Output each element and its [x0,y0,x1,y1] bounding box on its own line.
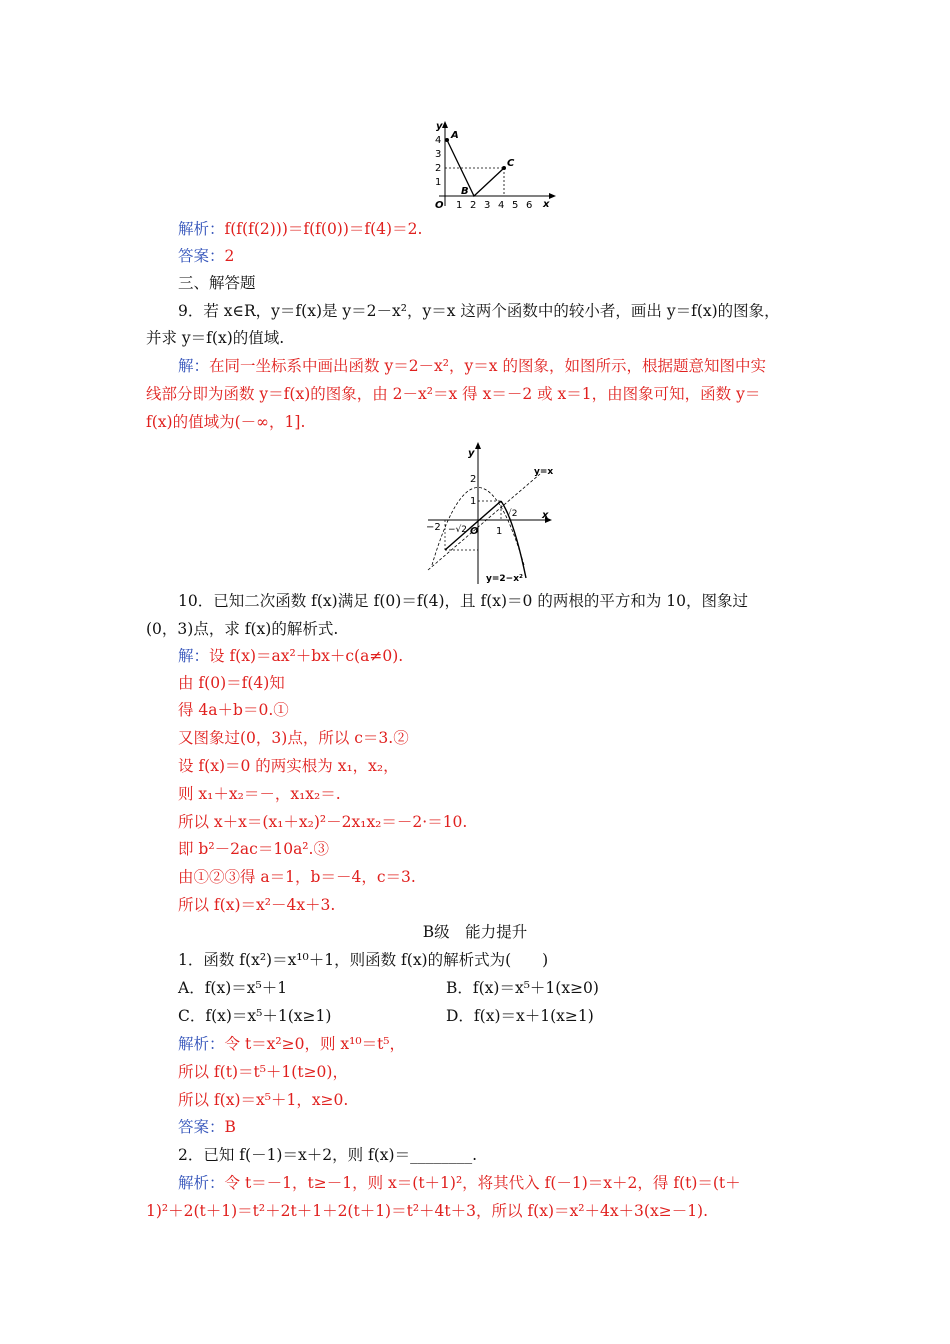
piecewise-segments [447,140,504,196]
prob9-solution-line3: f(x)的值域为(－∞，1]. [146,413,306,431]
probB2-solution-line1 [178,1172,741,1194]
point-c [502,166,506,170]
piecewise-graph-figure [425,118,560,213]
y-tick-1: 1 [470,496,477,507]
point-a [445,138,449,142]
prob9-question-line2: 并求 y＝f(x)的值域. [146,329,285,347]
x-tick: 1 [456,200,463,211]
prob10-question-line2: (0，3)点，求 f(x)的解析式. [146,620,339,638]
probB2-solution-line2: 1)²＋2(t＋1)＝t²＋2t＋1＋2(t＋1)＝t²＋4t＋3，所以 f(x)＝x²＋4x＋3(x≥－1). [146,1202,709,1220]
x-tick: 5 [512,200,519,211]
y-tick-2: 2 [470,474,477,485]
prob10-step: 设 f(x)＝0 的两实根为 x₁，x₂， [178,757,399,775]
prob9-solution-line2: 线部分即为函数 y＝f(x)的图象，由 2－x²＝x 得 x＝－2 或 x＝1，由图象可知，函数 y＝ [146,385,761,403]
solution-label: 解： [178,357,210,375]
probB1-question: 1．函数 f(x²)＝x¹⁰＋1，则函数 f(x)的解析式为( ) [178,951,549,969]
x-tick: 2 [470,200,477,211]
option-a: A．f(x)＝x⁵＋1 [178,979,288,997]
solution-label: 解析： [178,1035,225,1053]
origin-label: O [470,526,479,537]
solution-text: 设 f(x)＝ax²＋bx＋c(a≠0). [209,647,404,665]
point-b-label: B [461,186,469,197]
solution-label: 解： [178,647,210,665]
y-axis-label: y [468,448,475,459]
prob10-step: 又图象过(0，3)点，所以 c＝3.② [178,729,409,747]
y-axis-arrow [475,442,481,449]
probB1-solution-line3: 所以 f(x)＝x⁵＋1，x≥0. [178,1091,349,1109]
solution-label: 解析： [178,1174,225,1192]
x-axis-label: x [543,199,550,210]
prob10-step: 则 x₁＋x₂＝－，x₁x₂＝. [178,785,341,803]
solution-text: 在同一坐标系中画出函数 y＝2－x²，y＝x 的图象，如图所示，根据题意知图中实 [209,357,766,375]
y-tick: 3 [435,149,442,160]
x-tick-negsqrt2: −√2 [448,525,468,535]
x-axis-arrow [549,193,556,199]
answer-value: 2 [224,247,235,265]
prob10-step: 由①②③得 a＝1，b＝－4，c＝3. [178,868,416,886]
parabola-label: y=2−x² [486,574,523,584]
x-tick: 6 [526,200,533,211]
prob8-solution [178,218,422,240]
section-heading: 三、解答题 [178,274,256,292]
solution-label: 解析： [178,220,225,238]
y-tick: 2 [435,163,442,174]
prob10-step [178,645,403,667]
prob10-step: 即 b²－2ac＝10a².③ [178,840,329,858]
answer-value: B [224,1118,236,1136]
probB1-answer [178,1116,236,1138]
prob10-step: 得 4a＋b＝0.① [178,701,289,719]
point-a-label: A [451,130,459,141]
prob9-question-line1: 9．若 x∈R，y＝f(x)是 y＝2－x²，y＝x 这两个函数中的较小者，画出 y＝f(x)的图象， [178,302,780,320]
line-label: y=x [534,467,554,477]
probB2-question: 2．已知 f(－1)＝x＋2，则 f(x)＝________. [178,1146,478,1164]
prob10-step: 所以 x＋x＝(x₁＋x₂)²－2x₁x₂＝－2·＝10. [178,813,468,831]
answer-label: 答案： [178,1118,225,1136]
y-axis-label: y [436,121,443,132]
prob9-solution-line1 [178,355,766,377]
answer-label: 答案： [178,247,225,265]
x-tick-1: 1 [496,526,503,537]
option-c: C．f(x)＝x⁵＋1(x≥1) [178,1007,332,1025]
x-tick: 4 [498,200,505,211]
probB1-solution-line1 [178,1033,405,1055]
y-axis-arrow [442,121,448,128]
level-heading: B级 能力提升 [422,923,528,941]
y-tick: 4 [435,135,442,146]
point-c-label: C [507,158,515,169]
x-tick-sqrt2: √2 [506,509,518,519]
prob10-step: 所以 f(x)＝x²－4x＋3. [178,896,336,914]
x-tick: 3 [484,200,491,211]
solution-text: 令 t＝－1，t≥－1，则 x＝(t＋1)²，将其代入 f(－1)＝x＋2，得 f(t)＝(t＋ [224,1174,741,1192]
solution-text: 令 t＝x²≥0，则 x¹⁰＝t⁵， [224,1035,406,1053]
option-d: D．f(x)＝x＋1(x≥1) [446,1007,594,1025]
prob8-answer [178,245,234,267]
option-b: B．f(x)＝x⁵＋1(x≥0) [446,979,599,997]
x-axis-label: x [542,510,549,521]
prob10-step: 由 f(0)＝f(4)知 [178,674,285,692]
min-function-graph-figure [422,438,564,586]
x-tick-neg2: −2 [426,522,441,533]
y-tick: 1 [435,177,442,188]
probB1-solution-line2: 所以 f(t)＝t⁵＋1(t≥0)， [178,1063,348,1081]
prob10-question-line1: 10．已知二次函数 f(x)满足 f(0)＝f(4)，且 f(x)＝0 的两根的平方和为 10，图象过 [178,592,748,610]
solution-text: f(f(f(2)))＝f(f(0))＝f(4)＝2. [224,220,423,238]
origin-label: O [435,200,444,211]
